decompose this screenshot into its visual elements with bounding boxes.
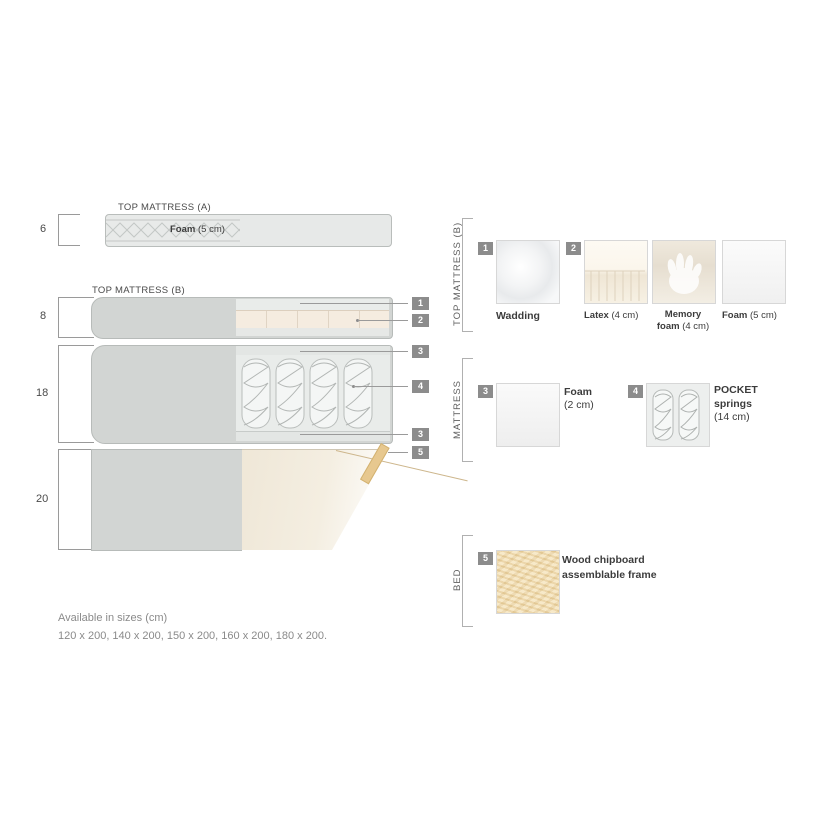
foam5-caption — [722, 310, 777, 322]
wadding-label: Wadding — [496, 310, 540, 322]
available-sizes-values: 120 x 200, 140 x 200, 150 x 200, 160 x 200, 180 x 200. — [58, 629, 328, 642]
foam-2cm-swatch — [496, 383, 560, 447]
mattress-drawing — [91, 345, 391, 442]
pocket-springs-name-2: springs — [714, 397, 752, 410]
callout-leader — [388, 452, 408, 453]
group-label-mattress: MATTRESS — [452, 379, 463, 439]
wood-chipboard-caption — [562, 553, 657, 582]
callout-3-top: 3 — [412, 345, 429, 358]
dim-tick — [58, 214, 80, 215]
foam-swatch — [722, 240, 786, 304]
latex-caption — [584, 310, 638, 322]
pocket-springs-layer — [236, 355, 390, 432]
foam2-size: (2 cm) — [564, 399, 594, 412]
dimension-6: 6 — [40, 223, 47, 235]
callout-3-bottom: 3 — [412, 428, 429, 441]
base-fabric-panel — [91, 449, 242, 551]
pocket-springs-size: (14 cm) — [714, 411, 750, 424]
wadding-swatch — [496, 240, 560, 304]
foam-a-size: (5 cm) — [197, 224, 225, 235]
memory-foam-caption — [652, 309, 714, 333]
callout-5: 5 — [412, 446, 429, 459]
callout-1: 1 — [412, 297, 429, 310]
foam-a-caption — [170, 224, 225, 235]
memory-foam-swatch — [652, 240, 716, 304]
foam5-name: Foam — [722, 310, 748, 321]
foam2-name: Foam — [564, 386, 593, 398]
latex-size: (4 cm) — [611, 310, 639, 321]
top-mattress-b-label: TOP MATTRESS (B) — [92, 285, 185, 296]
dimension-20: 20 — [36, 493, 49, 505]
callout-leader — [358, 320, 408, 321]
dim-tick — [58, 337, 94, 338]
group-bracket-top-mattress-b — [462, 218, 473, 332]
dim-tick — [58, 345, 94, 346]
available-sizes-title: Available in sizes (cm) — [58, 612, 168, 624]
foam5-size: (5 cm) — [749, 310, 777, 321]
dim-axis-8 — [58, 297, 59, 337]
callout-leader — [354, 386, 408, 387]
callout-leader — [300, 351, 408, 352]
wood-chipboard-line-1: Wood chipboard — [562, 554, 645, 566]
dim-tick — [58, 297, 94, 298]
foam-layer-a — [240, 215, 391, 246]
top-mattress-a-label: TOP MATTRESS (A) — [118, 202, 211, 213]
callout-4: 4 — [412, 380, 429, 393]
group-label-top-mattress-b: TOP MATTRESS (B) — [452, 221, 463, 327]
dimension-8: 8 — [40, 310, 47, 322]
dim-axis-18 — [58, 345, 59, 442]
callout-2: 2 — [412, 314, 429, 327]
legend-num-1: 1 — [478, 242, 493, 255]
memory-foam-name-1: Memory — [664, 309, 702, 320]
wood-chipboard-swatch — [496, 550, 560, 614]
legend-num-5: 5 — [478, 552, 493, 565]
bed-base-drawing — [91, 449, 391, 549]
dimension-18: 18 — [36, 387, 49, 399]
foam2-caption — [564, 386, 594, 412]
latex-swatch — [584, 240, 648, 304]
group-bracket-bed — [462, 535, 473, 627]
dim-tick — [58, 442, 94, 443]
latex-texture-icon — [585, 241, 645, 301]
legend-num-4: 4 — [628, 385, 643, 398]
group-bracket-mattress — [462, 358, 473, 462]
group-label-bed: BED — [452, 568, 463, 592]
memory-foam-size: (4 cm) — [682, 320, 710, 332]
callout-leader — [300, 434, 408, 435]
latex-name: Latex — [584, 310, 609, 321]
mattress-foam-bottom — [236, 431, 390, 441]
dim-tick — [58, 549, 94, 550]
memory-foam-name-2: foam — [656, 320, 680, 332]
wood-frame-panel — [239, 449, 389, 550]
pocket-springs-legend-icon — [647, 384, 709, 446]
top-mattress-a-drawing — [105, 214, 392, 247]
foam-a-name: Foam — [170, 224, 196, 235]
pocket-springs-caption — [714, 384, 758, 425]
wood-chipboard-line-2: assemblable frame — [562, 568, 657, 581]
callout-leader — [300, 303, 408, 304]
pocket-springs-icon — [236, 355, 390, 432]
legend-num-3: 3 — [478, 385, 493, 398]
dim-axis-20 — [58, 449, 59, 549]
dim-axis-6 — [58, 214, 59, 245]
available-sizes-block — [58, 610, 327, 645]
dim-tick — [58, 449, 94, 450]
memory-foam-layer — [236, 328, 389, 336]
dim-tick — [58, 245, 80, 246]
handprint-icon — [653, 241, 715, 303]
pocket-springs-name-1: POCKET — [714, 384, 758, 396]
pocket-springs-swatch — [646, 383, 710, 447]
legend-num-2: 2 — [566, 242, 581, 255]
